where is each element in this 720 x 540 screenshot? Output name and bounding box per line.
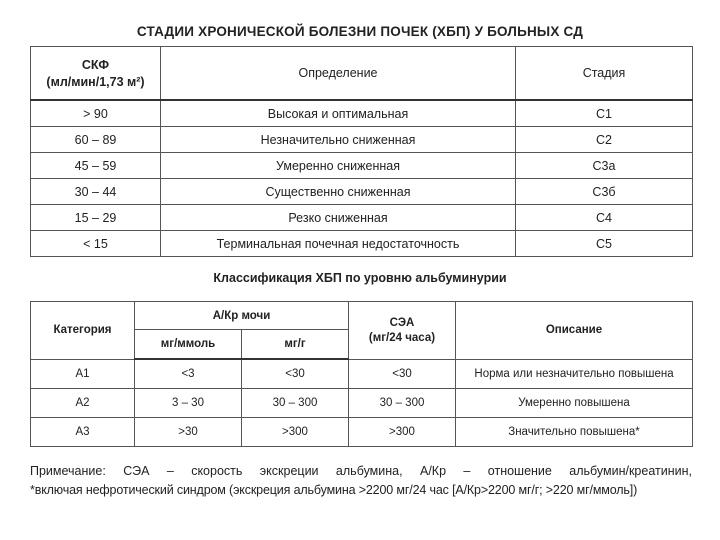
page-title: СТАДИИ ХРОНИЧЕСКОЙ БОЛЕЗНИ ПОЧЕК (ХБП) У БОЛЬНЫХ СД [136, 24, 584, 39]
stage-cell: С3а [516, 153, 693, 179]
table-header-row [31, 47, 693, 101]
table-row [31, 389, 693, 418]
sea-header-label: СЭА [389, 316, 415, 329]
gfr-cell: 30 – 44 [31, 179, 161, 205]
category-cell: А3 [31, 418, 135, 447]
mg-mmol-cell: 3 – 30 [135, 389, 242, 418]
category-header: Категория [31, 302, 135, 360]
stage-cell: С4 [516, 205, 693, 231]
table-row [31, 231, 693, 257]
table-row [31, 127, 693, 153]
ckd-stages-table [30, 46, 693, 257]
table-row [31, 418, 693, 447]
table-header-row [31, 302, 693, 330]
mg-g-cell: <30 [242, 359, 349, 389]
mg-g-header: мг/г [242, 330, 349, 360]
definition-cell: Терминальная почечная недостаточность [161, 231, 516, 257]
gfr-header [31, 47, 161, 101]
footnote [30, 462, 692, 500]
sea-header-units: (мг/24 часа) [368, 331, 436, 344]
stage-cell: С3б [516, 179, 693, 205]
category-cell: А1 [31, 359, 135, 389]
category-cell: А2 [31, 389, 135, 418]
mg-g-cell: >300 [242, 418, 349, 447]
description-cell: Значительно повышена* [456, 418, 693, 447]
definition-header: Определение [161, 47, 516, 101]
footnote-line-2: *включая нефротический синдром (экскреция альбумина >2200 мг/24 час [А/Кр>2200 мг/г; >220 мг/ммоль]) [30, 483, 638, 497]
gfr-cell: < 15 [31, 231, 161, 257]
mg-mmol-cell: <3 [135, 359, 242, 389]
sea-cell: 30 – 300 [349, 389, 456, 418]
table-row [31, 153, 693, 179]
definition-cell: Резко сниженная [161, 205, 516, 231]
description-cell: Норма или незначительно повышена [456, 359, 693, 389]
table-row [31, 179, 693, 205]
definition-cell: Высокая и оптимальная [161, 100, 516, 127]
gfr-cell: > 90 [31, 100, 161, 127]
definition-cell: Умеренно сниженная [161, 153, 516, 179]
stage-cell: С2 [516, 127, 693, 153]
sea-cell: >300 [349, 418, 456, 447]
gfr-cell: 15 – 29 [31, 205, 161, 231]
mg-mmol-cell: >30 [135, 418, 242, 447]
gfr-header-units: (мл/мин/1,73 м²) [46, 74, 145, 89]
sea-cell: <30 [349, 359, 456, 389]
mg-mmol-header: мг/ммоль [135, 330, 242, 360]
gfr-cell: 45 – 59 [31, 153, 161, 179]
table-row [31, 359, 693, 389]
gfr-header-label: СКФ [81, 57, 110, 72]
footnote-line-1: Примечание: СЭА – скорость экскреции альбумина, А/Кр – отношение альбумин/креатинин, [30, 464, 692, 478]
mg-g-cell: 30 – 300 [242, 389, 349, 418]
gfr-cell: 60 – 89 [31, 127, 161, 153]
description-cell: Умеренно повышена [456, 389, 693, 418]
stage-cell: С1 [516, 100, 693, 127]
description-header: Описание [456, 302, 693, 360]
albuminuria-subtitle: Классификация ХБП по уровню альбуминурии [213, 271, 507, 285]
sea-header [349, 302, 456, 360]
ak-urine-header: А/Кр мочи [135, 302, 349, 330]
albuminuria-table [30, 301, 693, 447]
table-row [31, 205, 693, 231]
table-row [31, 100, 693, 127]
stage-cell: С5 [516, 231, 693, 257]
stage-header: Стадия [516, 47, 693, 101]
definition-cell: Существенно сниженная [161, 179, 516, 205]
definition-cell: Незначительно сниженная [161, 127, 516, 153]
